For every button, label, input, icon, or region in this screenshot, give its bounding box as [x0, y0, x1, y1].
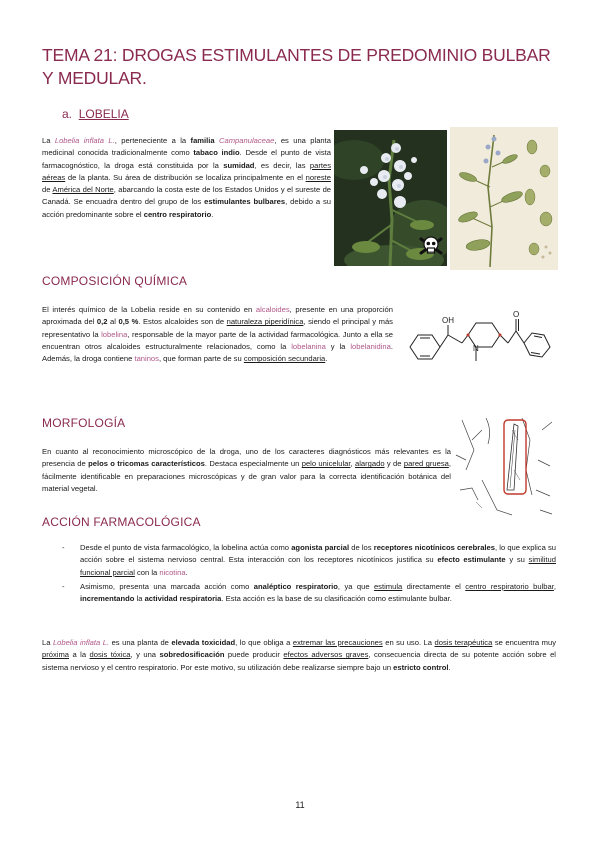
- botanical-illustration: [450, 127, 558, 270]
- morphology-paragraph: En cuanto al reconocimiento microscópico de la droga, uno de los caracteres diagnósticos más relevantes es la presencia de pelos o tricomas característicos. Destaca especialmente un pelo unicelular, alargado y de pared gruesa, fácilmente identificable en preparaciones microscópicas y de gran valor para la correcta identificación botánica del material vegetal.: [42, 447, 451, 493]
- n-label: N: [473, 344, 479, 353]
- closing-paragraph: La Lobelia inflata L. es una planta de elevada toxicidad, lo que obliga a extremar las precauciones en su uso. La dosis terapéutica se encuentra muy próxima a la dosis tóxica, y una sobredosificación puede producir efectos adversos graves, consecuencia directa de su potente acción sobre el sistema nervioso y el centro respiratorio. Por este motivo, su utilización debe realizarse siempre bajo un estricto control.: [42, 638, 556, 672]
- lobeline-structure: [404, 305, 554, 375]
- trichome-micrograph: [452, 410, 558, 520]
- list-item: - Asimismo, presenta una marcada acción como analéptico respiratorio, ya que estimula directamente el centro respiratorio bulbar, incrementando la actividad respiratoria. Esta acción es la base de su clasificación como estimulante bulbar.: [62, 581, 556, 604]
- composition-paragraph: El interés químico de la Lobelia reside en su contenido en alcaloides, presente en una proporción aproximada del 0,2 al 0,5 %. Estos alcaloides son de naturaleza piperidínica, siendo el principal y más representativo la lobelina, responsable de la mayor parte de la actividad farmacológica. Junto a ella se encuentran otros alcaloides estructuralmente relacionados, como la lobelanina y la lobelanidina. Además, la droga contiene taninos, que forman parte de su composición secundaria.: [42, 305, 393, 364]
- page-title: TEMA 21: DROGAS ESTIMULANTES DE PREDOMINIO BULBAR Y MEDULAR.: [42, 45, 551, 88]
- morphology-heading: MORFOLOGÍA: [42, 416, 126, 430]
- section-lobelia-heading: [62, 107, 129, 121]
- skull-crossbones-icon: [418, 233, 444, 259]
- list-item: - Desde el punto de vista farmacológico, la lobelina actúa como agonista parcial de los receptores nicotínicos cerebrales, lo que explica su acción sobre el sistema nervioso central. Esta interacción con los receptores nicotínicos justifica su efecto estimulante y su similitud funcional parcial con la nicotina.: [62, 543, 556, 577]
- pharmacological-action-heading: ACCIÓN FARMACOLÓGICA: [42, 515, 201, 529]
- section-name: LOBELIA: [78, 107, 129, 121]
- composition-heading: COMPOSICIÓN QUÍMICA: [42, 274, 188, 288]
- section-letter: a.: [62, 107, 73, 121]
- o-label: O: [513, 310, 520, 319]
- action-list: [62, 542, 556, 607]
- oh-label: OH: [442, 316, 454, 325]
- page-number: 11: [295, 800, 305, 810]
- intro-paragraph: La Lobelia inflata L., perteneciente a la familia Campanulaceae, es una planta medicinal conocida tradicionalmente como tabaco indio. Desde el punto de vista farmacognóstico, la droga está constituida por la sumidad, es decir, las partes aéreas de la planta. Su área de distribución se localiza principalmente en el noreste de América del Norte, abarcando la costa este de los Estados Unidos y el sureste de Canadá. Se encuadra dentro del grupo de los estimulantes bulbares, debido a su acción predominante sobre el centro respiratorio.: [42, 136, 332, 219]
